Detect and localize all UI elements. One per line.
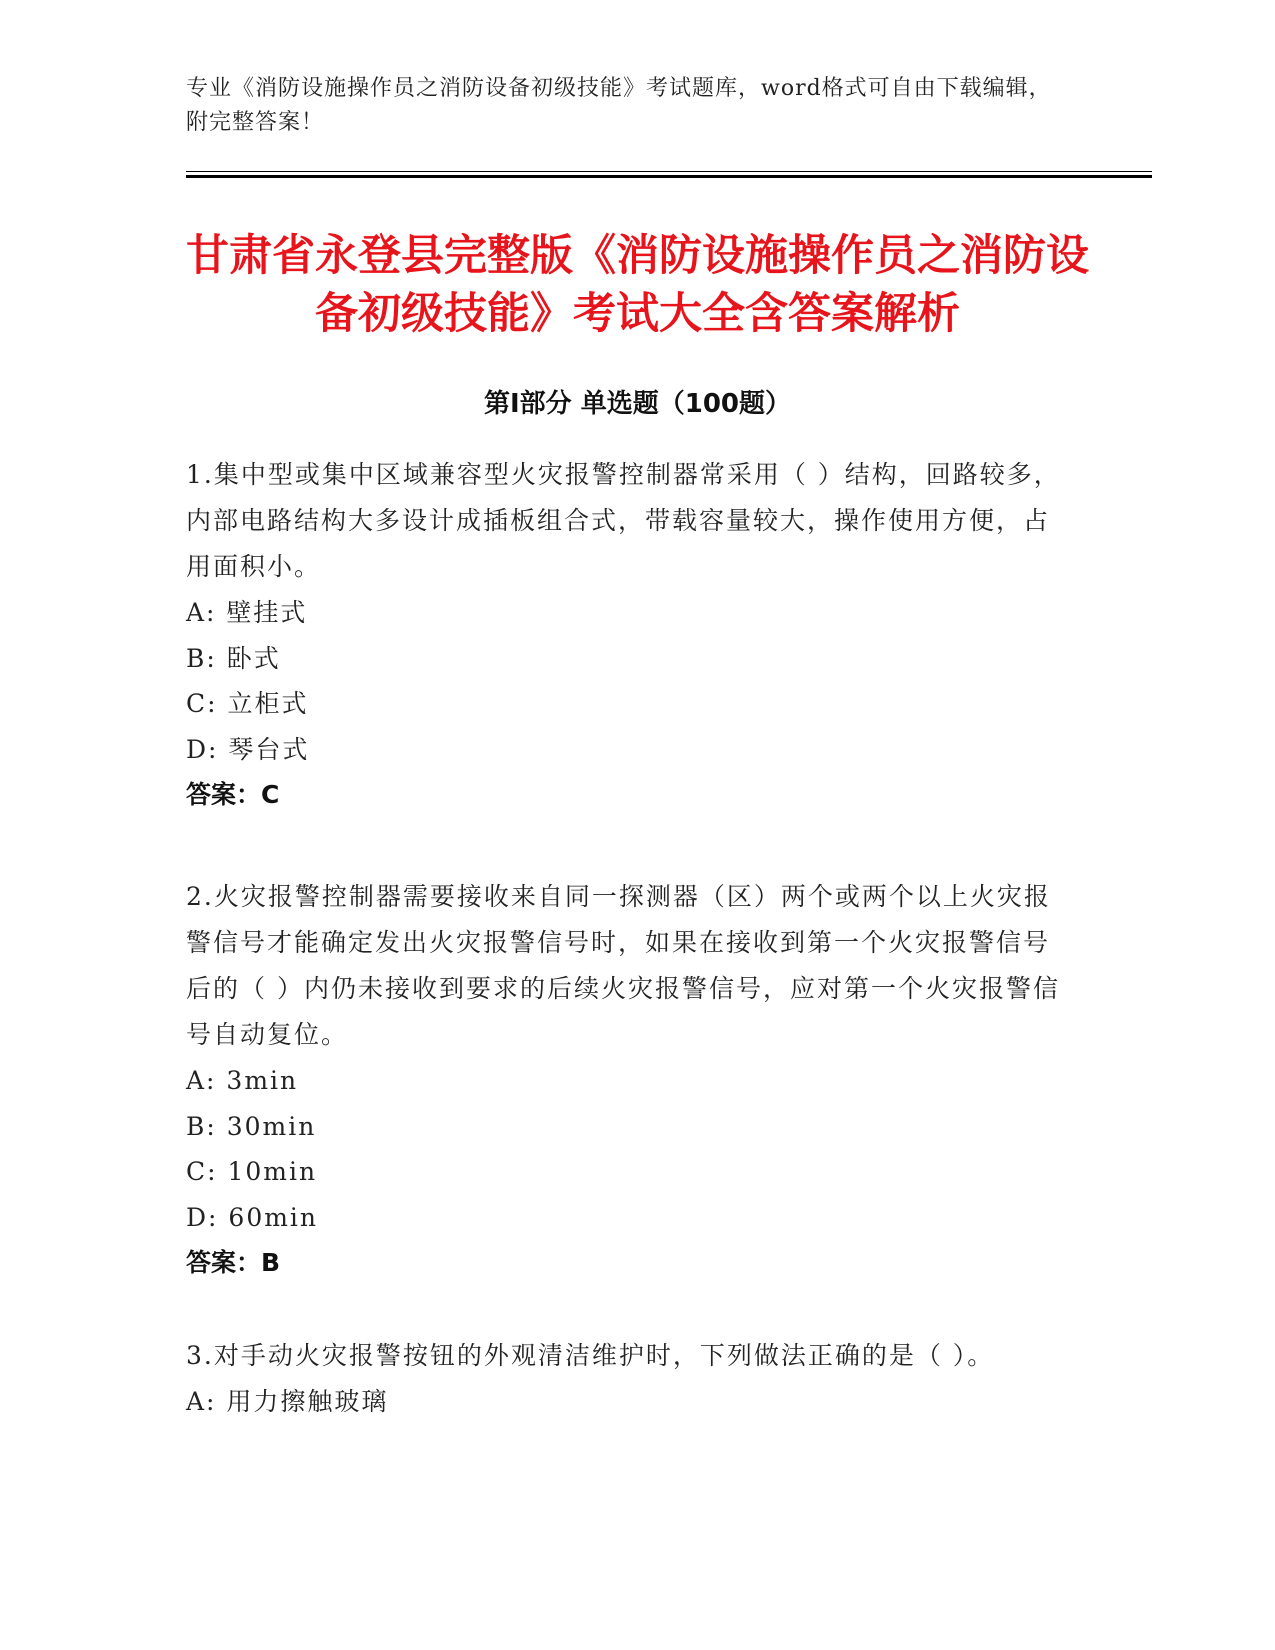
answer: 答案：C — [186, 780, 280, 809]
option-b: B: 卧式 — [186, 643, 281, 673]
question-3 — [186, 1333, 1066, 1425]
question-1 — [186, 452, 1066, 818]
answer: 答案：B — [186, 1248, 281, 1277]
option-a: A: 3min — [186, 1066, 299, 1095]
question-2 — [186, 874, 1066, 1286]
option-a: A: 壁挂式 — [186, 598, 308, 627]
document-title: 甘肃省永登县完整版《消防设施操作员之消防设备初级技能》考试大全含答案解析 — [186, 231, 1089, 339]
header-divider-thin — [186, 171, 1152, 172]
option-d: D: 60min — [186, 1202, 319, 1232]
option-c: C: 立柜式 — [186, 689, 309, 718]
option-a: A: 用力擦触玻璃 — [186, 1387, 389, 1416]
section-heading: 第Ⅰ部分 单选题（100题） — [484, 389, 791, 419]
option-b: B: 30min — [186, 1111, 317, 1141]
header-note: 专业《消防设施操作员之消防设备初级技能》考试题库，word格式可自由下载编辑，附完整答案！ — [186, 76, 1052, 135]
option-d: D: 琴台式 — [186, 734, 310, 764]
question-stem: 3.对手动火灾报警按钮的外观清洁维护时，下列做法正确的是（ ）。 — [186, 1341, 995, 1370]
option-c: C: 10min — [186, 1157, 318, 1186]
header-divider-thick — [186, 175, 1152, 178]
question-stem: 1.集中型或集中区域兼容型火灾报警控制器常采用（ ）结构，回路较多，内部电路结构大多设计成插板组合式，带载容量较大，操作使用方便，占用面积小。 — [186, 460, 1061, 581]
question-stem: 2.火灾报警控制器需要接收来自同一探测器（区）两个或两个以上火灾报警信号才能确定发出火灾报警信号时，如果在接收到第一个火灾报警信号后的（ ）内仍未接收到要求的后续火灾报警信号，应对第一个火灾报警信号自动复位。 — [186, 882, 1060, 1049]
